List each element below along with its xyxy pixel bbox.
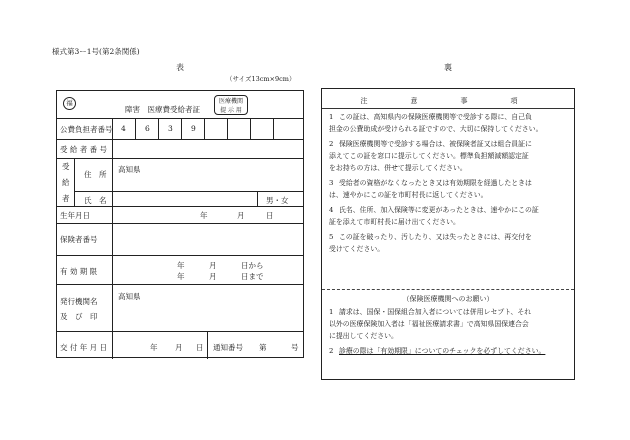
col-divider bbox=[135, 118, 136, 139]
recipient-number-label: 受 給 者 番 号 bbox=[60, 145, 108, 154]
request-heading: （保険医療機関へのお願い） bbox=[402, 295, 494, 303]
address-label: 住 所 bbox=[84, 170, 107, 179]
back-side-label: 裏 bbox=[444, 63, 452, 72]
note-item: 2 保険医療機関等で受診する場合は、被保険者証又は組合員証に 添えてこの証を窓口に提示してください。標準負担額減額認定証 をお持ちの方は、併せて提示してください。 bbox=[329, 140, 532, 172]
recipient-card-front bbox=[56, 90, 304, 358]
delivery-year-unit: 年 bbox=[150, 343, 158, 352]
notice-heading: 注 意 事 項 bbox=[360, 97, 536, 105]
dashed-divider bbox=[322, 289, 574, 290]
request-item: 2 診療の際は「有効期限」についてのチェックを必ずしてください。 bbox=[329, 347, 546, 355]
birth-date-label: 生年月日 bbox=[60, 211, 90, 220]
col-divider bbox=[74, 158, 75, 206]
issuer-label-line-2: 及 び 印 bbox=[60, 312, 98, 321]
recipient-card-back bbox=[321, 88, 575, 380]
row-divider bbox=[74, 191, 303, 192]
request-item: 1 請求は、国保・国保組合加入者については併用レセプト、それ 以外の医療保険加入者は「福祉医療請求書」で高知県国保連合会 に提出してください。 bbox=[329, 308, 532, 340]
issuer-value: 高知県 bbox=[118, 292, 141, 301]
col-divider bbox=[257, 191, 258, 206]
size-note: （サイズ13cm×9cm） bbox=[226, 75, 296, 83]
payer-number-label: 公費負担者番号 bbox=[60, 125, 113, 134]
recipient-section-char: 受 bbox=[62, 162, 70, 171]
payer-digit: 6 bbox=[145, 124, 150, 133]
badge-line-2: 提 示 用 bbox=[220, 107, 242, 114]
col-divider bbox=[227, 118, 228, 139]
validity-label: 有 効 期 限 bbox=[60, 267, 98, 276]
card-title: 障害 医療費受給者証 bbox=[125, 105, 200, 114]
recipient-section-char: 給 bbox=[62, 178, 70, 187]
note-item: 4 氏名、住所、加入保険等に変更があったときは、速やかにこの証 証を添えて市町村長に届け出てください。 bbox=[329, 206, 539, 226]
payer-digit: 3 bbox=[168, 124, 173, 133]
address-value: 高知県 bbox=[118, 165, 141, 174]
validity-from-year: 年 bbox=[177, 261, 185, 270]
row-divider bbox=[57, 331, 303, 332]
row-divider bbox=[57, 118, 303, 119]
col-divider bbox=[181, 118, 182, 139]
institution-badge bbox=[214, 95, 248, 115]
row-divider bbox=[57, 158, 303, 159]
name-label: 氏 名 bbox=[84, 196, 107, 205]
validity-from-day: 日から bbox=[241, 261, 264, 270]
fuku-seal-mark: 福 bbox=[63, 97, 76, 110]
col-divider bbox=[273, 118, 274, 139]
delivery-day-unit: 日 bbox=[196, 343, 204, 352]
row-divider bbox=[57, 255, 303, 256]
validity-to-year: 年 bbox=[177, 272, 185, 281]
col-divider bbox=[207, 331, 208, 359]
validity-from-month: 月 bbox=[209, 261, 217, 270]
row-divider bbox=[57, 223, 303, 224]
row-divider bbox=[57, 284, 303, 285]
front-side-label: 表 bbox=[176, 63, 184, 72]
col-divider bbox=[250, 118, 251, 139]
notice-number-suffix: 号 bbox=[291, 343, 299, 352]
badge-line-1: 医療機関 bbox=[218, 98, 243, 105]
payer-digit: 9 bbox=[191, 124, 196, 133]
insurer-number-label: 保険者番号 bbox=[60, 235, 98, 244]
heading-rule bbox=[322, 108, 574, 109]
note-item: 1 この証は、高知県内の保険医療機関等で受診する際に、自己負 担金の公費助成が受けられる証ですので、大切に保持してください。 bbox=[329, 113, 543, 133]
notice-number-prefix: 第 bbox=[259, 343, 267, 352]
form-number: 様式第3ー1号(第2条関係) bbox=[52, 47, 140, 56]
validity-to-day: 日まで bbox=[241, 272, 264, 281]
col-divider bbox=[112, 118, 113, 359]
recipient-section-char: 者 bbox=[62, 194, 70, 203]
col-divider bbox=[204, 118, 205, 139]
birth-month-unit: 月 bbox=[237, 211, 245, 220]
notice-number-label: 通知番号 bbox=[213, 343, 243, 352]
payer-digit: 4 bbox=[121, 124, 126, 133]
gender-field: 男・女 bbox=[266, 196, 289, 205]
row-divider bbox=[57, 206, 303, 207]
col-divider bbox=[158, 118, 159, 139]
note-item: 3 受給者の資格がなくなったとき又は有効期限を経過したときは は、速やかにこの証を市町村長に返してください。 bbox=[329, 179, 532, 199]
birth-day-unit: 日 bbox=[266, 211, 274, 220]
delivery-month-unit: 月 bbox=[175, 343, 183, 352]
row-divider bbox=[57, 139, 303, 140]
birth-year-unit: 年 bbox=[200, 211, 208, 220]
delivery-date-label: 交 付 年 月 日 bbox=[60, 343, 108, 352]
note-item: 5 この証を破ったり、汚したり、又は失ったときには、再交付を 受けてください。 bbox=[329, 233, 532, 253]
validity-to-month: 月 bbox=[209, 272, 217, 281]
issuer-label-line-1: 発行機関名 bbox=[60, 297, 98, 306]
